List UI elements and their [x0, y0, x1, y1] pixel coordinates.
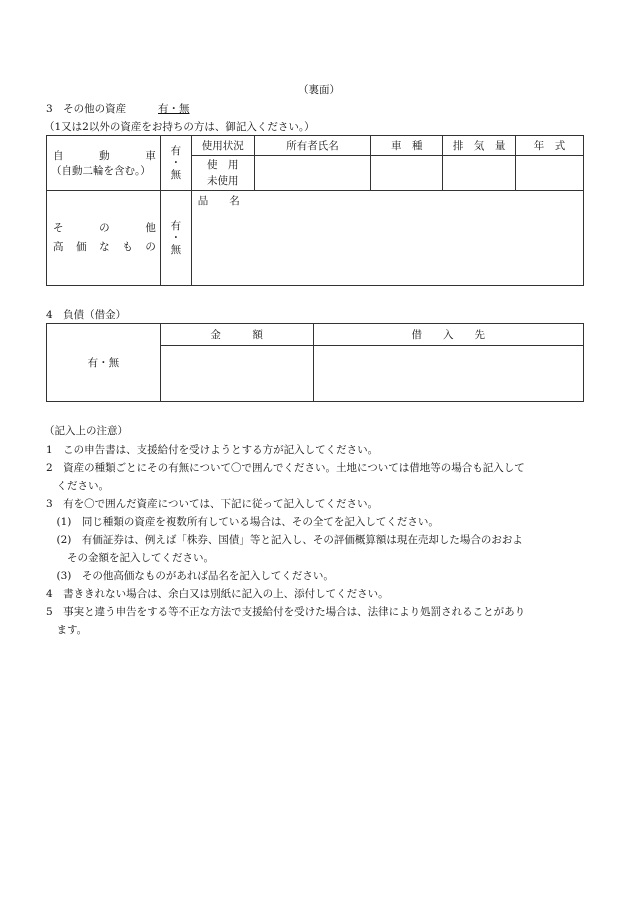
debt-table: [46, 323, 584, 402]
displacement-field[interactable]: [443, 156, 516, 191]
note-line: その金額を記入してください。: [46, 552, 214, 564]
other-valuables-label: そ の 他 高 価 な も の: [47, 191, 161, 286]
section4-heading: 4 負債（借金）: [46, 309, 127, 321]
note-line: 3 有を〇で囲んだ資産については、下記に従って記入してください。: [46, 498, 378, 510]
owner-name-field[interactable]: [254, 156, 371, 191]
page-label: （裏面）: [298, 84, 340, 96]
notes-title: （記入上の注意）: [44, 425, 128, 437]
note-line: (2) 有価証券は、例えば「株券、国債」等と記入し、その評価概算額は現在売却した場合のおおよ: [46, 534, 523, 546]
car-label: 自 動 車 （自動二輪を含む。）: [47, 136, 161, 191]
note-line: (1) 同じ種類の資産を複数所有している場合は、その全てを記入してください。: [46, 516, 439, 528]
note-line: 4 書ききれない場合は、余白又は別紙に記入の上、添付してください。: [46, 588, 389, 600]
note-line: 1 この申告書は、支援給付を受けようとする方が記入してください。: [46, 444, 379, 456]
note-line: (3) その他高価なものがあれば品名を記入してください。: [46, 570, 334, 582]
usage-options[interactable]: 使 用 未使用: [191, 156, 254, 191]
header-amount: 金 額: [160, 324, 313, 346]
note-line: ます。: [46, 624, 88, 636]
car-type-field[interactable]: [371, 156, 443, 191]
header-lender: 借 入 先: [313, 324, 583, 346]
section3-subnote: （1又は2以外の資産をお持ちの方は、御記入ください。）: [44, 121, 315, 133]
note-line: ください。: [46, 480, 109, 492]
header-owner-name: 所有者氏名: [254, 136, 371, 156]
notes-list: [46, 441, 591, 639]
header-model-year: 年 式: [516, 136, 584, 156]
section3-heading: 3 その他の資産: [46, 103, 127, 115]
item-name-label: 品 名: [197, 195, 240, 207]
note-line: 2 資産の種類ごとにその有無について〇で囲んでください。土地については借地等の場合も記入して: [46, 462, 525, 474]
model-year-field[interactable]: [516, 156, 584, 191]
section3-yes-no[interactable]: 有・無: [158, 103, 190, 115]
debt-yes-no[interactable]: 有・無: [47, 324, 161, 402]
other-assets-table: [46, 135, 584, 286]
amount-field[interactable]: [160, 346, 313, 402]
lender-field[interactable]: [313, 346, 583, 402]
car-yes-no[interactable]: 有 ・ 無: [160, 136, 191, 191]
other-yes-no[interactable]: 有 ・ 無: [160, 191, 191, 286]
header-car-type: 車 種: [371, 136, 443, 156]
header-usage: 使用状況: [191, 136, 254, 156]
header-displacement: 排 気 量: [443, 136, 516, 156]
note-line: 5 事実と違う申告をする等不正な方法で支援給付を受けた場合は、法律により処罰されることがあり: [46, 606, 526, 618]
item-name-field[interactable]: [191, 191, 583, 286]
